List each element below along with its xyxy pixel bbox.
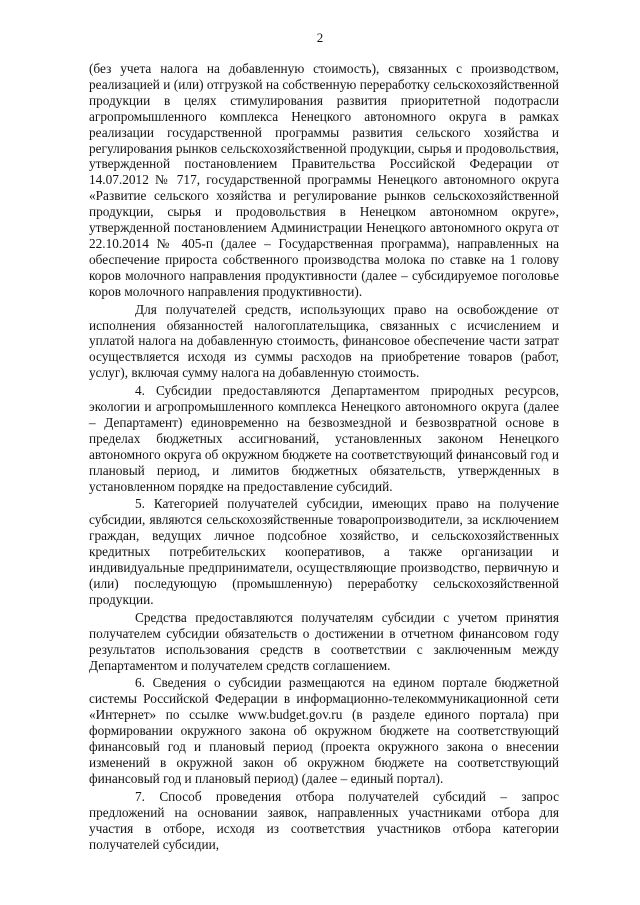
paragraph: Для получателей средств, использующих право на освобождение от исполнения обязанностей налогоплательщика, связанных с исчислением и уплатой налога на добавленную стоимость, финансовое обеспечение части затрат осуществляется исходя из суммы расходов на приобретение товаров (работ, услуг), включая сумму налога на добавленную стоимость. bbox=[89, 301, 559, 381]
paragraph: 7. Способ проведения отбора получателей субсидий – запрос предложений на основании заявок, направленных участниками отбора для участия в отборе, исходя из соответствия участников отбора категории получателей субсидии, bbox=[89, 788, 559, 852]
paragraph: (без учета налога на добавленную стоимость), связанных с производством, реализацией и (или) отгрузкой на собственную переработку сельскохозяйственной продукции в целях стимулирования развития приоритетной подотрасли агропромышленного комплекса Ненецкого автономного округа в рамках реализации государственной программы развития сельского хозяйства и регулирования рынков сельскохозяйственной продукции, сырья и продовольствия, утвержденной постановлением Правительства Российской Федерации от 14.07.2012 № 717, государственной программы Ненецкого автономного округа «Развитие сельского хозяйства и регулирование рынков сельскохозяйственной продукции, сырья и продовольствия в Ненецком автономном округе», утвержденной постановлением Администрации Ненецкого автономного округа от 22.10.2014 № 405-п (далее – Государственная программа), направленных на обеспечение прироста собственного производства молока по ставке на 1 голову коров молочного направления продуктивности (далее – субсидируемое поголовье коров молочного направления продуктивности). bbox=[89, 61, 559, 299]
paragraph: 5. Категорией получателей субсидии, имеющих право на получение субсидии, являются сельскохозяйственные товаропроизводители, за исключением граждан, ведущих личное подсобное хозяйство, и сельскохозяйственных кредитных потребительских кооперативов, а также организации и индивидуальные предприниматели, осуществляющие производство, первичную и (или) последующую (промышленную) переработку сельскохозяйственной продукции. bbox=[89, 496, 559, 607]
page-number: 2 bbox=[316, 30, 324, 45]
document-body bbox=[89, 61, 559, 854]
paragraph: 4. Субсидии предоставляются Департаментом природных ресурсов, экологии и агропромышленного комплекса Ненецкого автономного округа (далее – Департамент) единовременно на безвозмездной и безвозвратной основе в пределах бюджетных ассигнований, установленных законом Ненецкого автономного округа об окружном бюджете на соответствующий финансовый год и плановый период, и лимитов бюджетных обязательств, утвержденных в установленном порядке на предоставление субсидий. bbox=[89, 383, 559, 494]
paragraph: 6. Сведения о субсидии размещаются на едином портале бюджетной системы Российской Федерации в информационно-телекоммуникационной сети «Интернет» по ссылке www.budget.gov.ru (в разделе единого портала) при формировании окружного закона об окружном бюджете на соответствующий финансовый год и плановый период (проекта окружного закона о внесении изменений в окружной закон об окружном бюджете на соответствующий финансовый год и плановый период) (далее – единый портал). bbox=[89, 675, 559, 786]
paragraph: Средства предоставляются получателям субсидии с учетом принятия получателем субсидии обязательств о достижении в отчетном финансовом году результатов использования средств в соответствии с заключенным между Департаментом и получателем средств соглашением. bbox=[89, 609, 559, 673]
